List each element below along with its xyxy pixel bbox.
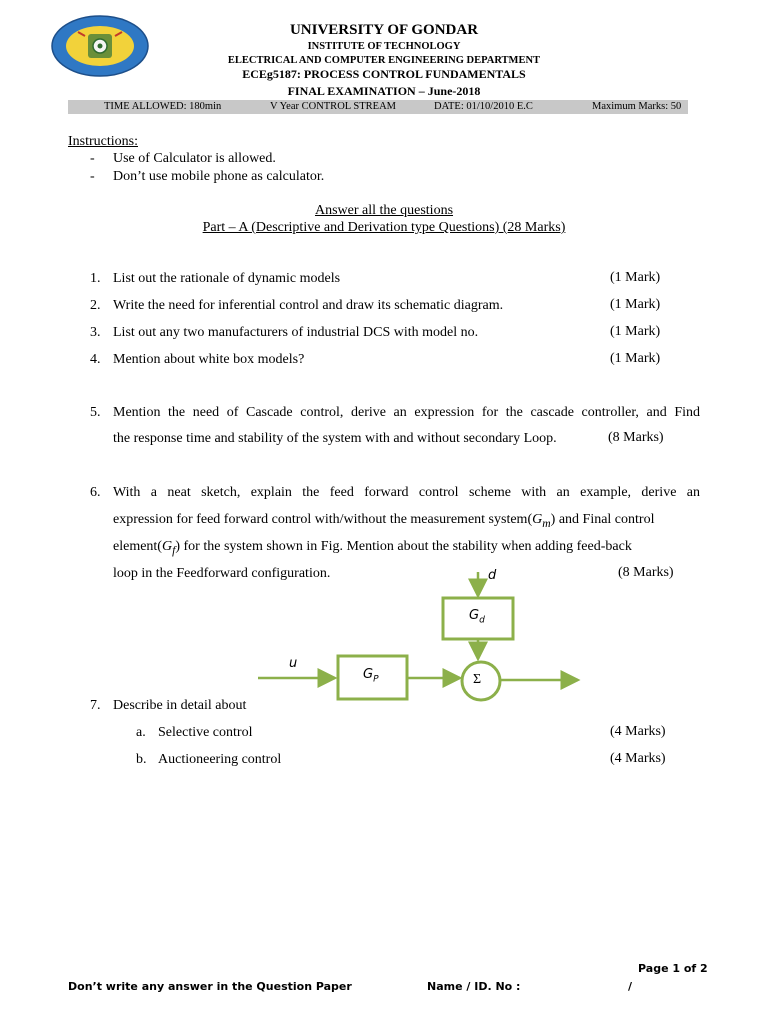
sigma-symbol: Σ [473,672,482,687]
question-text: Write the need for inferential control and draw its schematic diagram. [113,298,504,313]
sub-question-text: Auctioneering control [158,752,282,767]
instruction-dash: - [90,169,95,184]
question-number: 2. [90,298,101,313]
time-allowed: TIME ALLOWED: 180min [104,101,222,112]
question-text: Describe in detail about [113,698,247,713]
question-text: $element(G_f)$ for the system shown in Fig. Mention about the stability when adding feed-back [113,539,632,557]
exam-title: FINAL EXAMINATION – June-2018 [287,84,481,98]
input-label: u [289,656,298,671]
maximum-marks: Maximum Marks: 50 [592,101,682,112]
page-number: Page 1 of 2 [638,962,708,975]
part-a-heading: Part – A (Descriptive and Derivation type Questions) (28 Marks) [202,220,566,235]
instruction-item: Use of Calculator is allowed. [113,151,276,166]
instructions-title: Instructions: [68,134,138,149]
course-title: ECEg5187: PROCESS CONTROL FUNDAMENTALS [242,67,526,81]
question-marks: (1 Mark) [610,324,661,339]
question-text: List out any two manufacturers of industrial DCS with model no. [113,325,479,340]
sub-question-label: a. [136,725,146,740]
footer-note: Don’t write any answer in the Question Paper [68,980,352,993]
sub-question-text: Selective control [158,725,253,740]
question-marks: (4 Marks) [610,724,666,739]
question-text: the response time and stability of the system with and without secondary Loop. [113,431,557,446]
answer-all-heading: Answer all the questions [314,203,454,218]
question-number: 4. [90,352,101,367]
question-text: With a neat sketch, explain the feed forward control scheme with an example, derive an [113,485,700,500]
year-stream: V Year CONTROL STREAM [270,101,397,112]
question-number: 6. [90,485,101,500]
question-number: 5. [90,405,101,420]
question-marks: (4 Marks) [610,751,666,766]
question-marks: (1 Mark) [610,351,661,366]
gd-label: $G_d$ [469,608,485,626]
question-marks: (8 Marks) [608,430,664,445]
question-text: List out the rationale of dynamic models [113,271,341,286]
gp-label: $G_P$ [363,667,379,685]
disturbance-label: d [488,568,497,583]
question-text: loop in the Feedforward configuration. [113,566,331,581]
institute-name: INSTITUTE OF TECHNOLOGY [307,41,461,52]
sub-question-label: b. [136,752,147,767]
question-marks: (1 Mark) [610,297,661,312]
question-text: Mention about white box models? [113,352,305,367]
university-name: UNIVERSITY OF GONDAR [289,22,479,38]
question-number: 3. [90,325,101,340]
name-id-field: Name / ID. No : [427,980,521,993]
question-marks: (1 Mark) [610,270,661,285]
question-marks: (8 Marks) [618,565,674,580]
question-text: Mention the need of Cascade control, derive an expression for the cascade controller, and Find [113,405,700,420]
question-number: 1. [90,271,101,286]
instruction-dash: - [90,151,95,166]
question-text: expression for feed forward control with/without the measurement $system(G_m)$ and Final control [113,512,655,530]
exam-date: DATE: 01/10/2010 E.C [434,101,533,112]
name-id-slash: / [628,980,633,993]
instruction-item: Don’t use mobile phone as calculator. [113,169,325,184]
question-number: 7. [90,698,101,713]
department-name: ELECTRICAL AND COMPUTER ENGINEERING DEPARTMENT [227,55,541,66]
